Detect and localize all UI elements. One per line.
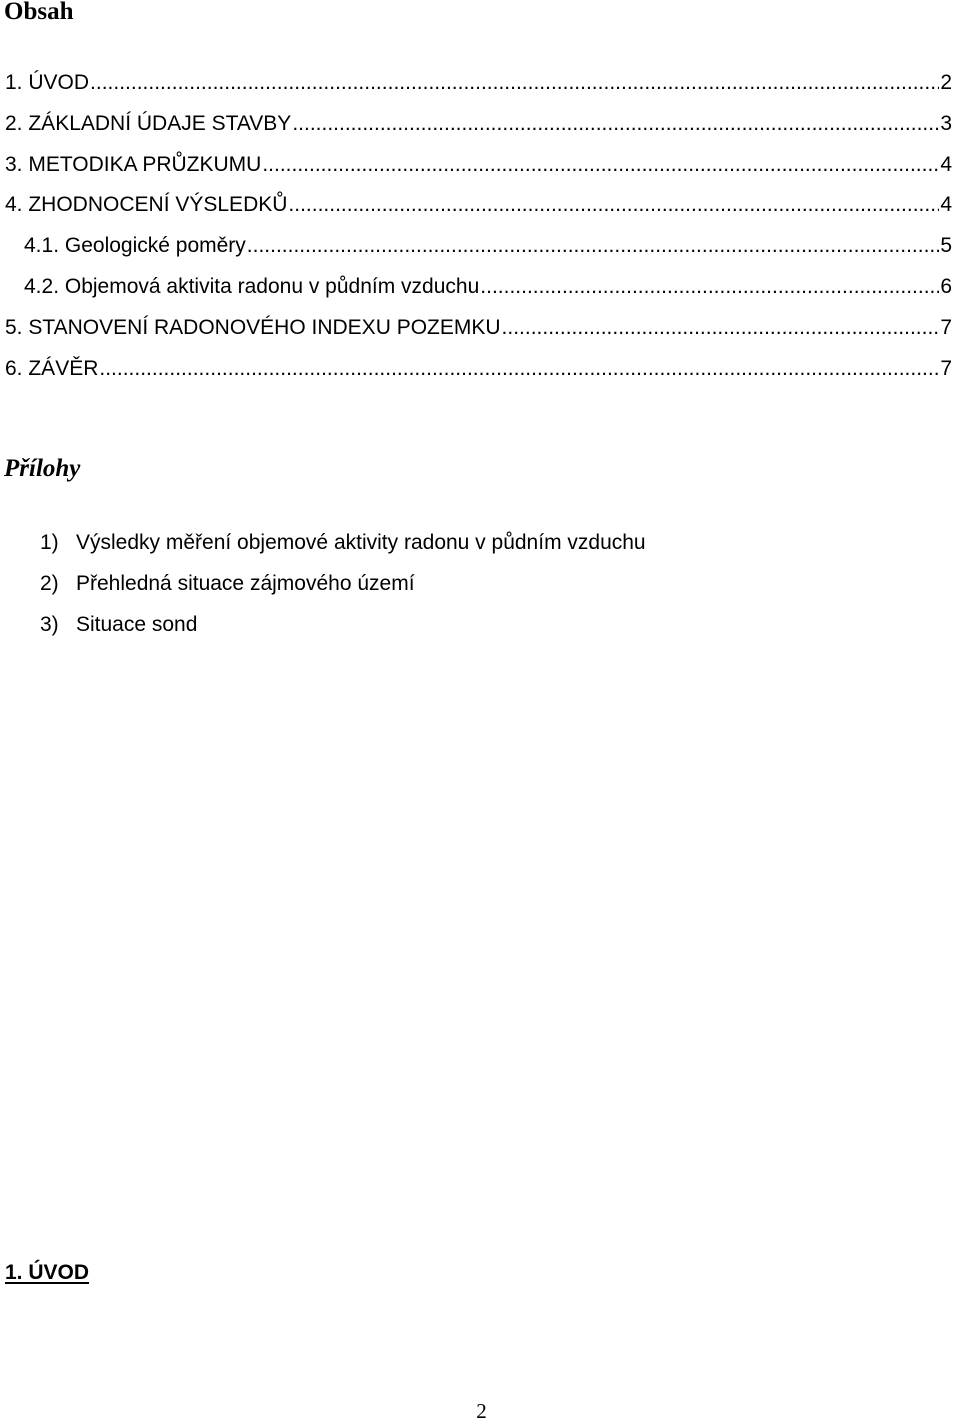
toc-entry-objemova-aktivita[interactable]: [0, 270, 960, 311]
toc-entry-title: ZÁKLADNÍ ÚDAJE STAVBY: [28, 111, 292, 135]
attachment-item: [0, 567, 646, 608]
toc-entry-number: 4.: [5, 193, 29, 217]
toc-heading: Obsah: [4, 0, 74, 25]
toc-entry-page: 4: [940, 193, 952, 217]
toc-leader-dots: [247, 229, 940, 262]
toc-leader-dots: [292, 107, 939, 140]
section-title-uvod: 1. ÚVOD: [5, 1261, 90, 1284]
toc-entry-title: ZÁVĚR: [28, 356, 99, 380]
attachment-item: [0, 526, 646, 567]
attachment-item: [0, 608, 646, 649]
toc-entry-title: ÚVOD: [28, 71, 90, 94]
page-number: 2: [476, 1399, 487, 1423]
toc-leader-dots: [262, 148, 939, 181]
toc-leader-dots: [288, 188, 939, 221]
toc-entry-page: 7: [940, 315, 952, 339]
attachment-text: Přehledná situace zájmového území: [76, 572, 415, 595]
toc-entry-number: 4.2.: [24, 274, 65, 298]
toc-entry-page: 2: [940, 71, 952, 94]
toc-entry-page: 7: [940, 356, 952, 380]
toc-entry-number: 6.: [5, 356, 29, 380]
toc-entry-page: 5: [940, 234, 952, 258]
attachment-number: 2): [40, 572, 59, 595]
toc-entry-title: METODIKA PRŮZKUMU: [28, 152, 262, 176]
toc-entry-page: 3: [940, 111, 952, 135]
toc-entry-uvod[interactable]: [0, 66, 960, 107]
attachment-text: Výsledky měření objemové aktivity radonu v půdním vzduchu: [76, 531, 646, 554]
toc-leader-dots: [480, 270, 939, 303]
toc-entry-title: Geologické poměry: [64, 234, 246, 258]
toc-entry-geologicke-pomery[interactable]: [0, 229, 960, 270]
toc-entry-page: 4: [940, 152, 952, 176]
toc-entry-zaver[interactable]: [0, 352, 960, 393]
toc-leader-dots: [99, 352, 939, 385]
toc-entry-metodika[interactable]: [0, 148, 960, 189]
attachments-list: [0, 526, 646, 649]
toc-entry-title: STANOVENÍ RADONOVÉHO INDEXU POZEMKU: [28, 315, 501, 339]
toc-entry-stanoveni-indexu[interactable]: [0, 311, 960, 352]
attachments-heading: Přílohy: [4, 455, 81, 482]
toc-entry-zakladni-udaje[interactable]: [0, 107, 960, 148]
toc-entry-number: 5.: [5, 315, 29, 339]
attachment-text: Situace sond: [76, 613, 198, 636]
toc-entry-page: 6: [940, 274, 952, 298]
toc-entry-title: Objemová aktivita radonu v půdním vzduchu: [64, 274, 480, 298]
toc-entry-number: 2.: [5, 111, 29, 135]
toc-entry-number: 1.: [5, 71, 29, 94]
attachment-number: 1): [40, 531, 59, 554]
attachment-number: 3): [40, 613, 59, 636]
toc-entry-zhodnoceni[interactable]: [0, 188, 960, 229]
toc-entry-number: 4.1.: [24, 234, 65, 258]
table-of-contents: [0, 66, 960, 392]
toc-leader-dots: [502, 311, 940, 344]
toc-leader-dots: [90, 66, 939, 99]
toc-entry-title: ZHODNOCENÍ VÝSLEDKŮ: [28, 193, 288, 217]
toc-entry-number: 3.: [5, 152, 29, 176]
